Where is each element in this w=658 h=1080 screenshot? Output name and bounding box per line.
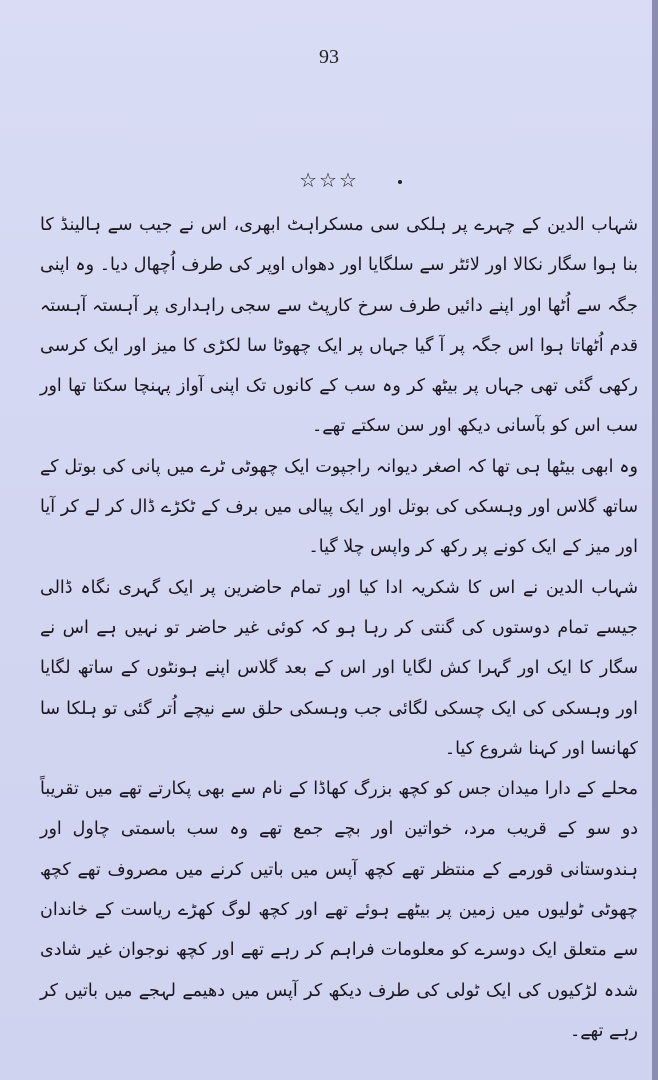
separator-dot xyxy=(398,180,402,184)
body-text xyxy=(40,205,638,1051)
paragraph-3: شہاب الدین نے اس کا شکریہ ادا کیا اور تمام حاضرین پر ایک گہری نگاہ ڈالی جیسے تمام دوستوں کی گنتی کر رہا ہو کہ کوئی غیر حاضر تو نہیں ہے اس نے سگار کا ایک اور گہرا کش لگایا اور اس کے بعد گلاس اپنے ہونٹوں کے ساتھ لگایا اور وہسکی کی ایک چسکی لگائی جب وہسکی حلق سے نیچے اُتر گئی تو ہلکا سا کھانسا اور کہنا شروع کیا۔ xyxy=(40,577,638,759)
paragraph-4: محلے کے دارا میدان جس کو کچھ بزرگ کھاڈا کے نام سے بھی پکارتے تھے میں تقریباً دو سو کے قریب مرد، خواتین اور بچے جمع تھے وہ سب باسمتی چاول اور ہندوستانی قورمے کے منتظر تھے کچھ آپس میں باتیں کرنے میں مصروف تھے کچھ چھوٹی ٹولیوں میں زمین پر بیٹھے ہوئے تھے اور کچھ لوگ کھڑے ریاست کے خاندان سے متعلق ایک دوسرے کو معلومات فراہم کر رہے تھے اور کچھ نوجوان غیر شادی شدہ لڑکیوں کی ایک ٹولی کی طرف دیکھ کر آپس میں دھیمے لہجے میں باتیں کر رہے تھے۔ xyxy=(40,779,638,1041)
page-edge xyxy=(652,0,658,1080)
page-number: 93 xyxy=(319,46,339,68)
paragraph-1: شہاب الدین کے چہرے پر ہلکی سی مسکراہٹ ابھری، اس نے جیب سے ہالینڈ کا بنا ہوا سگار نکالا اور لائٹر سے سلگایا اور دھواں اوپر کی طرف اُچھال دیا۔ وہ اپنی جگہ سے اُٹھا اور اپنے دائیں طرف سرخ کارپٹ سے سجی راہداری پر آہستہ آہستہ قدم اُٹھاتا ہوا اس جگہ پر آ گیا جہاں پر ایک چھوٹا سا لکڑی کا میز اور ایک کرسی رکھی گئی تھی جہاں پر بیٹھ کر وہ سب کے کانوں تک اپنی آواز پہنچا سکتا تھا اور سب اس کو بآسانی دیکھ اور سن سکتے تھے۔ xyxy=(40,215,638,437)
section-separator: ☆☆☆ xyxy=(299,168,359,192)
paragraph-2: وہ ابھی بیٹھا ہی تھا کہ اصغر دیوانہ راجپوت ایک چھوٹی ٹرے میں پانی کی بوتل کے ساتھ گلاس اور وہسکی کی بوتل اور ایک پیالی میں برف کے ٹکڑے ڈال کر لے کر آیا اور میز کے ایک کونے پر رکھ کر واپس چلا گیا۔ xyxy=(40,456,638,558)
